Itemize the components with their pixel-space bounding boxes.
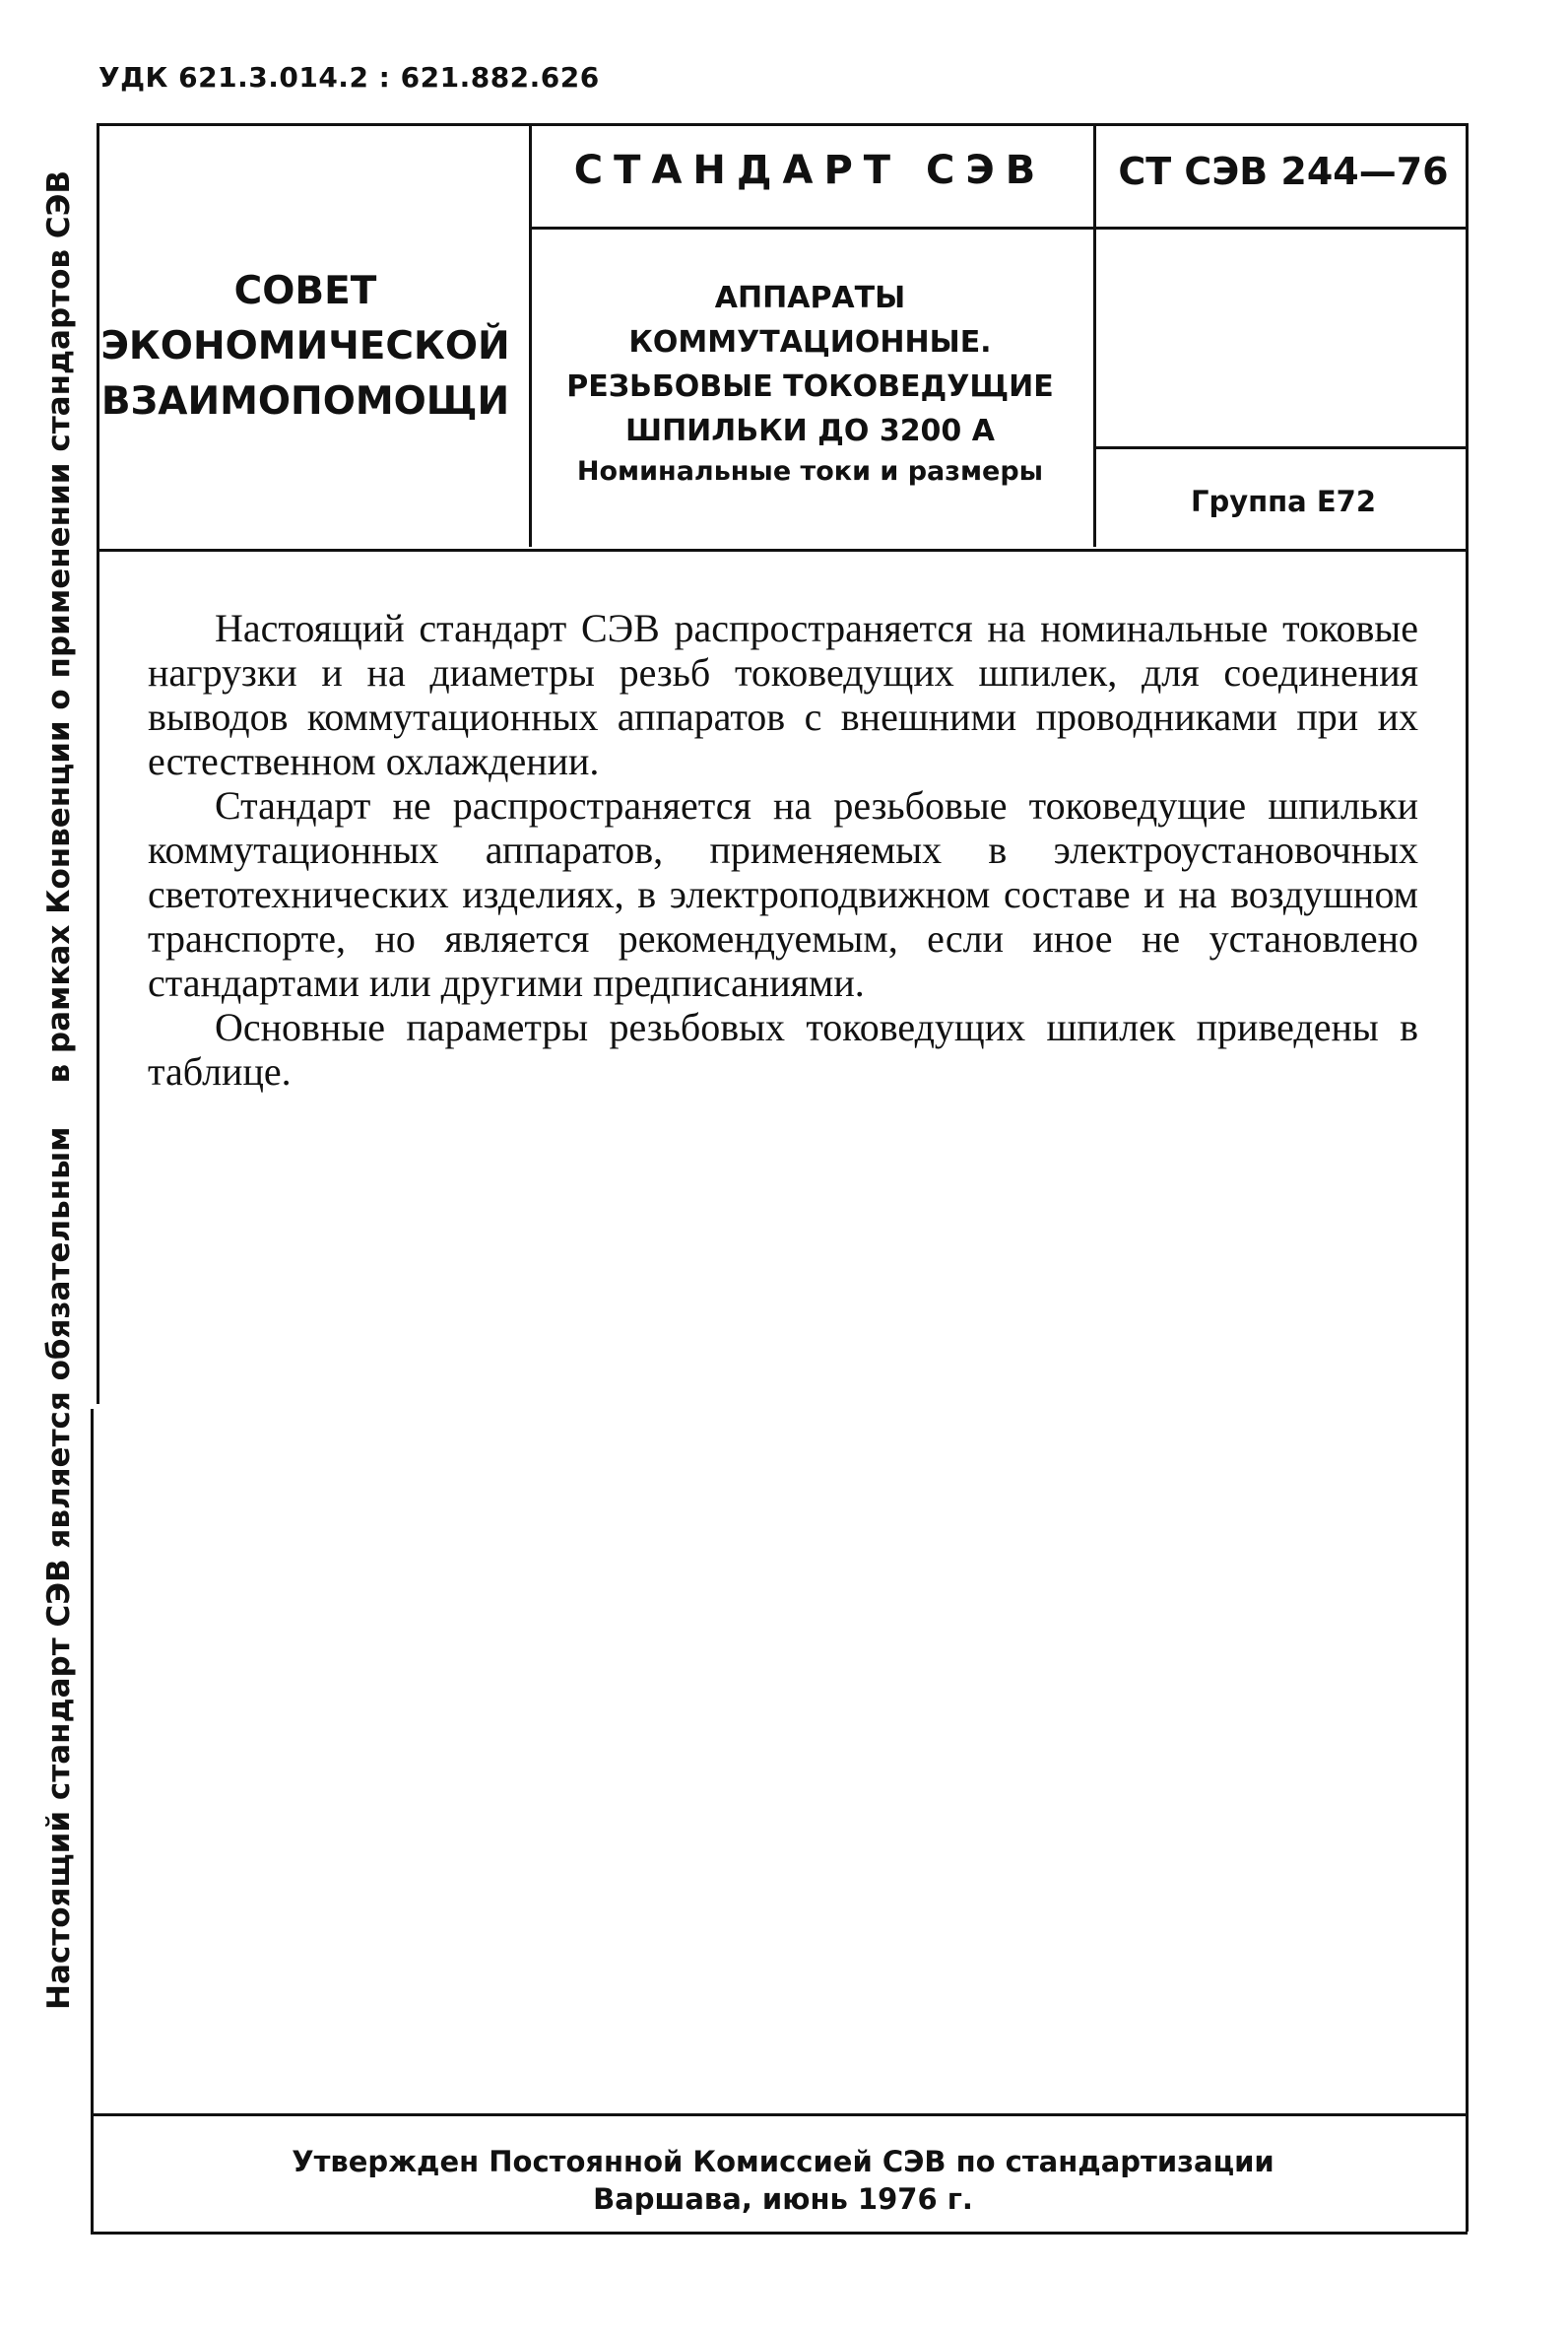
group-topline [1096,446,1466,449]
header-divider-1 [529,123,532,547]
approval-line-2: Варшава, июнь 1976 г. [593,2182,973,2216]
udk-code: УДК 621.3.014.2 : 621.882.626 [98,61,600,94]
council-line: ВЗАИМОПОМОЩИ [100,379,510,424]
topic-line: ШПИЛЬКИ ДО 3200 А [625,414,995,448]
body-paragraph: Стандарт не распространяется на резьбовые токоведущие шпильки коммутационных аппаратов, применяемых в электроустановочных светотехнических изделиях, в электроподвижном составе и на воздушном транспорте, но является рекомендуемым, если иное не установлено стандартами или другими предписаниями. [148,783,1418,1005]
council-name [98,264,512,430]
approval-line-1: Утвержден Постоянной Комиссией СЭВ по стандартизации [292,2145,1274,2178]
footer-top-line [91,2113,1468,2116]
standard-group: Группа Е72 [1190,485,1377,518]
body-paragraph: Основные параметры резьбовых токоведущих шпилек приведены в таблице. [148,1005,1418,1094]
standard-title: СТАНДАРТ СЭВ [573,148,1047,193]
council-line: ЭКОНОМИЧЕСКОЙ [100,324,510,368]
topic-line: АППАРАТЫ [714,281,906,315]
header-bottom-line [97,549,1468,552]
council-line: СОВЕТ [233,269,377,313]
frame-top-line [97,123,1468,126]
frame-left-line-lower [91,1409,94,2232]
body-paragraph: Настоящий стандарт СЭВ распространяется на номинальные токовые нагрузки и на диаметры резьб токоведущих шпилек, для соединения выводов коммутационных аппаратов с внешними проводниками при их естественном охлаждении. [148,606,1418,783]
frame-right-line [1466,123,1469,2232]
approval-note [98,2143,1468,2218]
side-note-part1: Настоящий стандарт СЭВ является обязательным [41,1126,77,2010]
number-underline [1096,227,1466,230]
side-note [39,158,79,2010]
standard-subtitle: Номинальные токи и размеры [576,456,1044,487]
header-divider-2 [1093,123,1096,547]
footer-bottom-line [91,2232,1468,2235]
standard-number: СТ СЭВ 244—76 [1118,150,1449,193]
standard-topic [537,276,1083,453]
topic-line: РЕЗЬБОВЫЕ ТОКОВЕДУЩИЕ [566,369,1054,404]
body-text [148,606,1418,1094]
side-note-part2: в рамках Конвенции о применении стандартов СЭВ [41,170,77,1084]
title-underline [532,227,1093,230]
topic-line: КОММУТАЦИОННЫЕ. [628,325,992,360]
